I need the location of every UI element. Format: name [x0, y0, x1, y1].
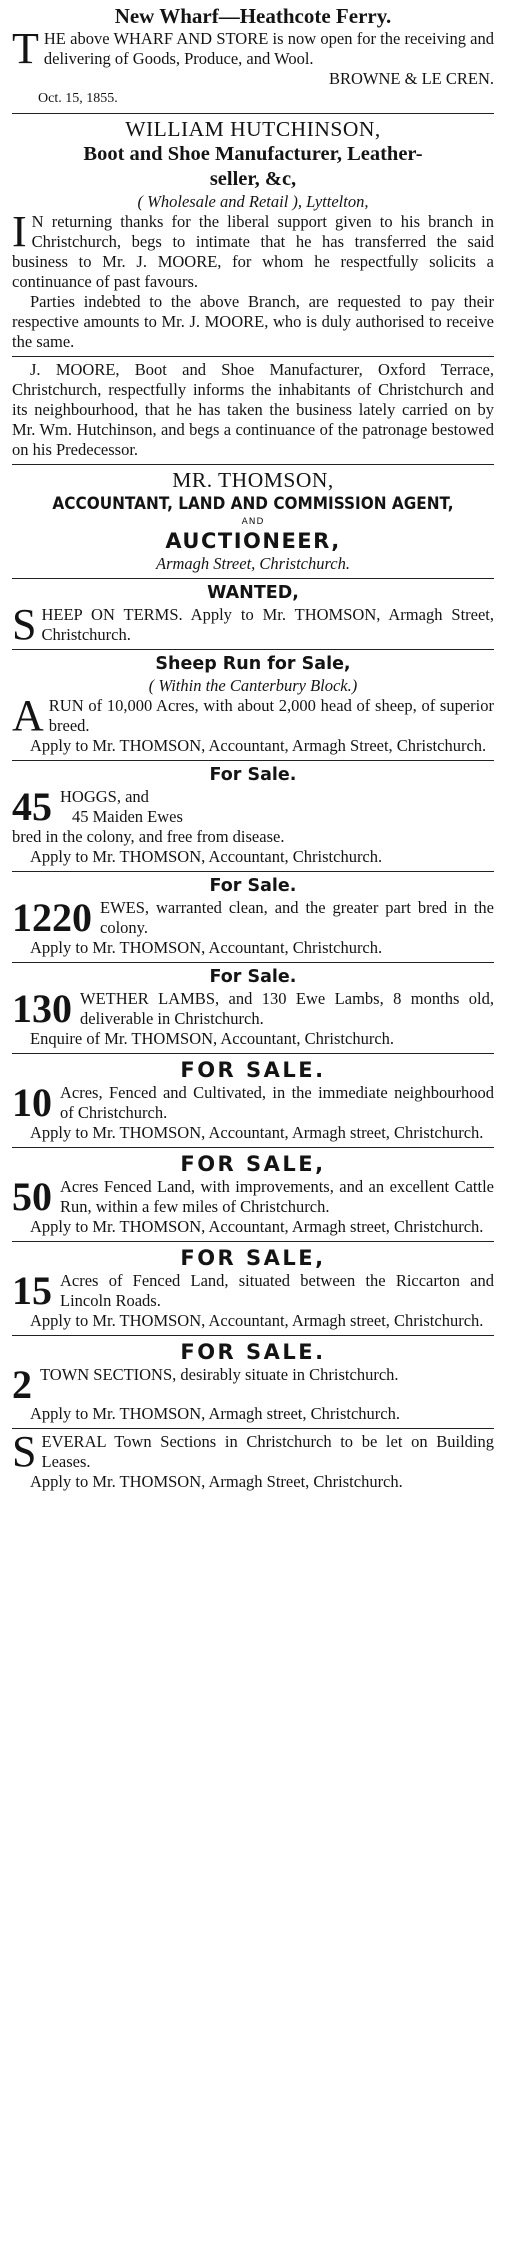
ad-hutchinson: [12, 117, 494, 352]
hoggs-line1: HOGGS, and: [60, 787, 149, 806]
acres15-number: 15: [12, 1268, 52, 1313]
acres10-heading: FOR SALE.: [180, 1058, 326, 1082]
ad-hoggs: [12, 764, 494, 867]
thomson-and: AND: [241, 517, 265, 527]
hutchinson-line2: seller, &c,: [209, 168, 297, 190]
acres10-number: 10: [12, 1080, 52, 1125]
several-body: [12, 1427, 494, 1476]
town2-apply: Apply to Mr. THOMSON, Armagh street, Christchurch.: [30, 1404, 401, 1423]
ad-10-acres: [12, 1057, 494, 1143]
lambs-body-text: WETHER LAMBS, and 130 Ewe Lambs, 8 months old, deliverable in Christchurch.: [80, 989, 494, 1028]
town2-number: 2: [12, 1362, 32, 1407]
divider: [12, 1241, 494, 1242]
sheep-run-apply: Apply to Mr. THOMSON, Accountant, Armagh Street, Christchurch.: [30, 736, 487, 755]
acres10-body: [12, 1080, 494, 1125]
town2-body: [12, 1362, 494, 1407]
thomson-name: MR. THOMSON,: [172, 468, 334, 492]
ad-heathcote-ferry: [12, 4, 494, 109]
ad-50-acres: [12, 1151, 494, 1237]
ad-sheep-run: [12, 653, 494, 756]
divider: [12, 1335, 494, 1336]
divider: [12, 464, 494, 465]
sheep-run-dropcap: A: [12, 691, 44, 740]
acres15-apply: Apply to Mr. THOMSON, Accountant, Armagh street, Christchurch.: [30, 1311, 484, 1330]
ferry-body-text: HE above WHARF AND STORE is now open for the receiving and delivering of Goods, Produce, and Wool.: [43, 29, 494, 68]
acres15-body: [12, 1268, 494, 1313]
acres50-apply: Apply to Mr. THOMSON, Accountant, Armagh street, Christchurch.: [30, 1217, 484, 1236]
divider: [12, 649, 494, 650]
acres50-body: [12, 1174, 494, 1219]
wanted-heading: WANTED,: [207, 583, 299, 603]
ewes-heading: For Sale.: [209, 876, 297, 896]
acres10-body-text: Acres, Fenced and Cultivated, in the immediate neighbourhood of Christchurch.: [60, 1083, 494, 1122]
divider: [12, 1428, 494, 1429]
moore-para: J. MOORE, Boot and Shoe Manufacturer, Oxford Terrace, Christchurch, respectfully informs the inhabitants of Christchurch and its neighbourhood, that he has taken the business lately carried on by Mr. Wm. Hutchinson, and begs a continuance of the patronage bestowed on his Predecessor.: [12, 360, 494, 459]
sheep-run-body: [12, 691, 494, 740]
acres15-heading: FOR SALE,: [180, 1246, 326, 1270]
sheep-run-subhead: ( Within the Canterbury Block.): [148, 676, 358, 695]
hoggs-body: [12, 784, 494, 829]
ad-town-sections: [12, 1339, 494, 1424]
ad-15-acres: [12, 1245, 494, 1331]
sheep-run-heading: Sheep Run for Sale,: [155, 654, 351, 674]
hutchinson-name: WILLIAM HUTCHINSON,: [125, 117, 381, 141]
acres50-body-text: Acres Fenced Land, with improvements, and an excellent Cattle Run, within a few miles of Christchurch.: [60, 1177, 494, 1216]
ferry-heading: New Wharf—Heathcote Ferry.: [114, 4, 392, 28]
wanted-body-text: HEEP ON TERMS. Apply to Mr. THOMSON, Armagh Street, Christchurch.: [41, 605, 494, 644]
ad-several-sections: [12, 1427, 494, 1492]
hoggs-line2: 45 Maiden Ewes: [72, 807, 183, 826]
acres50-heading: FOR SALE,: [180, 1152, 326, 1176]
lambs-body: [12, 986, 494, 1031]
ad-lambs: [12, 966, 494, 1049]
hutchinson-dropcap: I: [12, 207, 27, 256]
ad-moore: [12, 360, 494, 460]
acres15-body-text: Acres of Fenced Land, situated between the Riccarton and Lincoln Roads.: [60, 1271, 494, 1310]
divider: [12, 113, 494, 114]
hutchinson-para1: [12, 207, 494, 292]
thomson-address: Armagh Street, Christchurch.: [155, 554, 350, 573]
ewes-apply: Apply to Mr. THOMSON, Accountant, Christchurch.: [30, 938, 383, 957]
hoggs-number: 45: [12, 784, 52, 829]
divider: [12, 871, 494, 872]
thomson-auctioneer: AUCTIONEER,: [165, 529, 341, 553]
ewes-body-text: EWES, warranted clean, and the greater part bred in the colony.: [100, 898, 494, 937]
several-apply: Apply to Mr. THOMSON, Armagh Street, Christchurch.: [30, 1472, 403, 1491]
town2-body-text: TOWN SECTIONS, desirably situate in Christchurch.: [40, 1365, 399, 1384]
sheep-run-body-text: RUN of 10,000 Acres, with about 2,000 head of sheep, of superior breed.: [48, 696, 494, 735]
thomson-title: ACCOUNTANT, LAND AND COMMISSION AGENT,: [52, 494, 454, 514]
lambs-number: 130: [12, 986, 72, 1031]
acres50-number: 50: [12, 1174, 52, 1219]
divider: [12, 356, 494, 357]
acres10-apply: Apply to Mr. THOMSON, Accountant, Armagh street, Christchurch.: [30, 1123, 484, 1142]
ad-thomson: [12, 468, 494, 574]
ewes-body: [12, 895, 494, 940]
ad-ewes: [12, 875, 494, 958]
hoggs-apply: Apply to Mr. THOMSON, Accountant, Christchurch.: [30, 847, 383, 866]
lambs-apply: Enquire of Mr. THOMSON, Accountant, Christchurch.: [30, 1029, 395, 1048]
ferry-signature: BROWNE & LE CREN.: [329, 69, 494, 88]
several-body-text: EVERAL Town Sections in Christchurch to be let on Building Leases.: [41, 1432, 494, 1471]
divider: [12, 1053, 494, 1054]
ferry-date: Oct. 15, 1855.: [38, 91, 118, 106]
hutchinson-line1: Boot and Shoe Manufacturer, Leather-: [83, 143, 423, 165]
hutchinson-subhead: ( Wholesale and Retail ), Lyttelton,: [137, 192, 369, 211]
hutchinson-para2: Parties indebted to the above Branch, are requested to pay their respective amounts to Mr. J. MOORE, who is duly authorised to receive the same.: [12, 292, 494, 351]
several-dropcap: S: [12, 1427, 37, 1476]
hoggs-heading: For Sale.: [209, 765, 297, 785]
hutchinson-para1-text: N returning thanks for the liberal support given to his branch in Christchurch, begs to intimate that he has transferred the said business to Mr. J. MOORE, for whom he respectfully solicits a continuance of past favours.: [12, 212, 494, 291]
ferry-dropcap: T: [12, 24, 39, 73]
town2-heading: FOR SALE.: [180, 1340, 326, 1364]
divider: [12, 760, 494, 761]
divider: [12, 1147, 494, 1148]
divider: [12, 578, 494, 579]
divider: [12, 962, 494, 963]
ferry-body: [12, 24, 494, 73]
wanted-dropcap: S: [12, 600, 37, 649]
wanted-body: [12, 600, 494, 649]
ad-wanted: [12, 582, 494, 649]
ewes-number: 1220: [12, 895, 92, 940]
hoggs-line3: bred in the colony, and free from disease.: [12, 827, 285, 846]
lambs-heading: For Sale.: [209, 967, 297, 987]
